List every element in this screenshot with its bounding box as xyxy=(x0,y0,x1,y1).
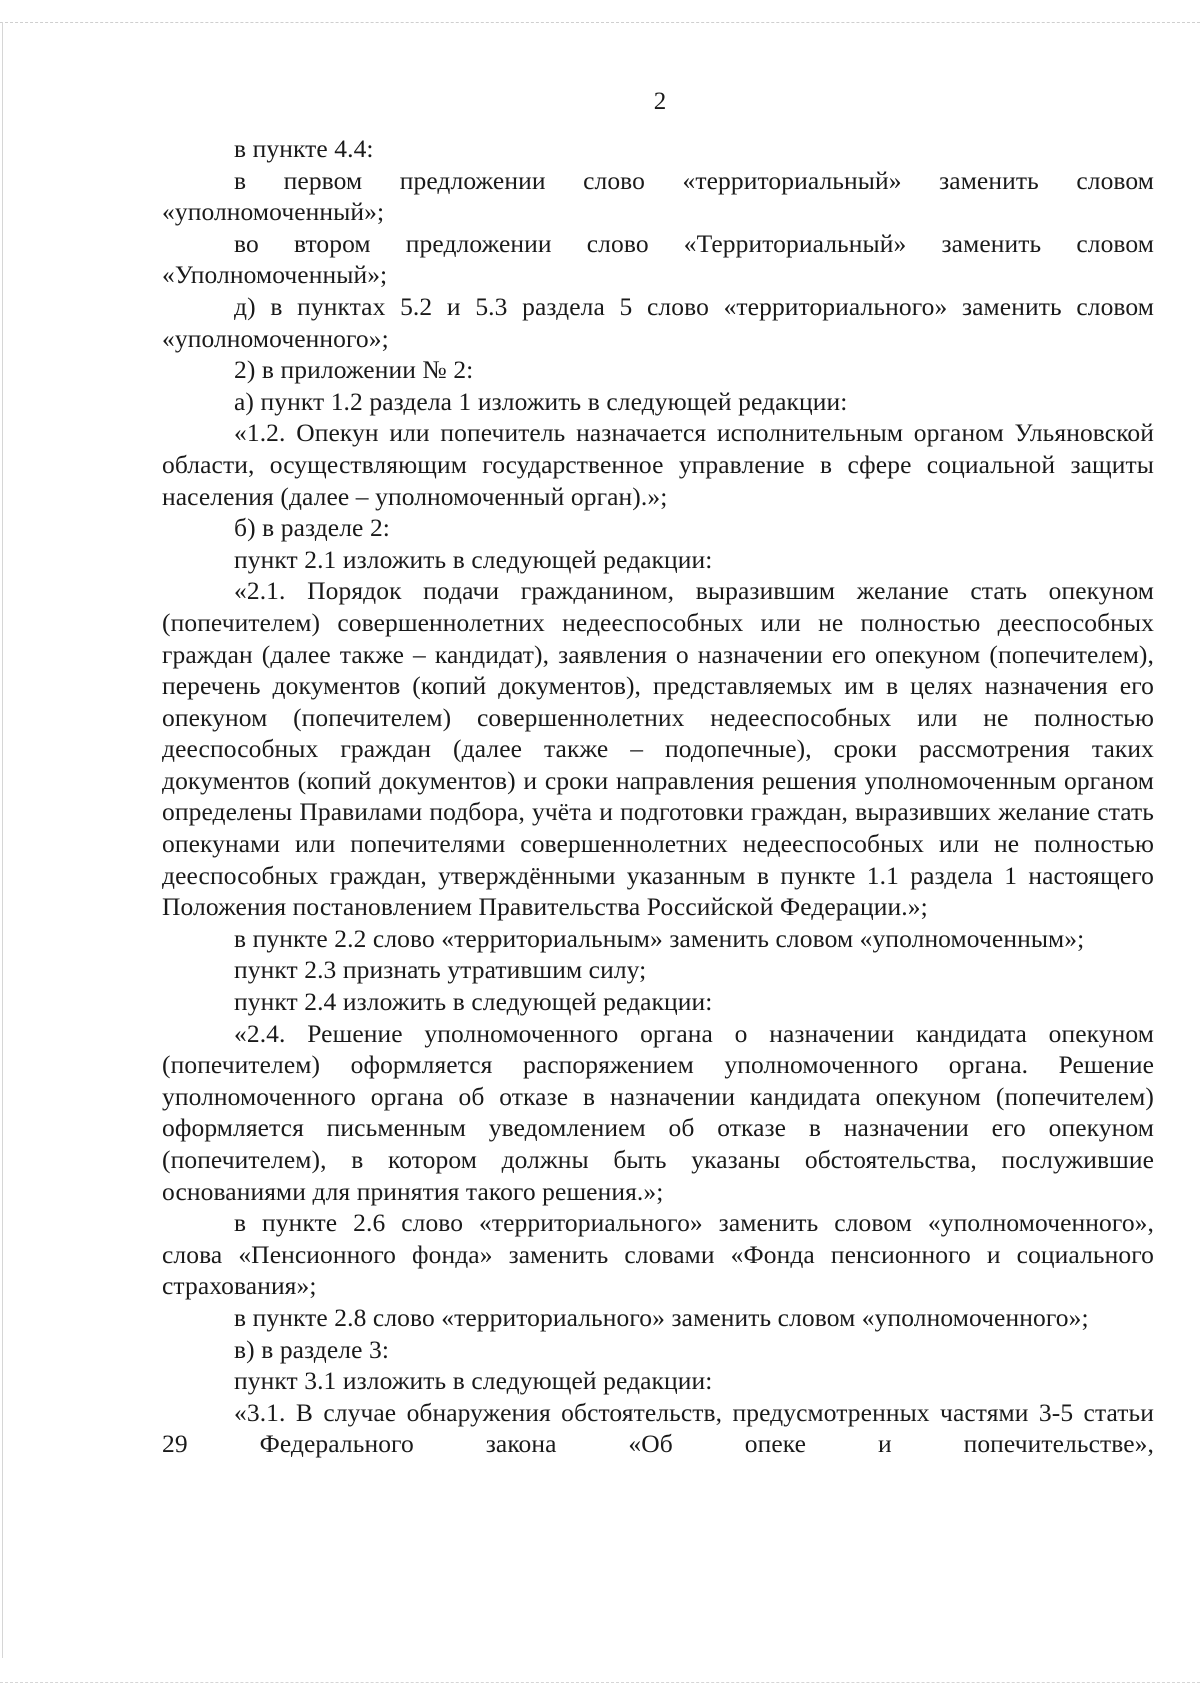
paragraph: «2.4. Решение уполномоченного органа о назначении кандидата опекуном (попечителем) оформляется распоряжением уполномоченного органа. Решение уполномоченного органа об отказе в назначении кандидата опекуном (попечителем) оформляется письменным уведомлением об отказе в назначении его опекуном (попечителем), в котором должны быть указаны обстоятельства, послужившие основаниями для принятия такого решения.»; xyxy=(162,1018,1154,1206)
paragraph: в пункте 4.4: xyxy=(234,134,374,163)
paragraph: «2.1. Порядок подачи гражданином, выразившим желание стать опекуном (попечителем) совершеннолетних недееспособных или не полностью дееспособных граждан (далее также – кандидат), заявления о назначении его опекуном (попечителем), перечень документов (копий документов), представляемых им в целях назначения его опекуном (попечителем) совершеннолетних недееспособных или не полностью дееспособных граждан (далее также – подопечные), сроки рассмотрения таких документов (копий документов) и сроки направления решения уполномоченным органом определены Правилами подбора, учёта и подготовки граждан, выразивших желание стать опекунами или попечителями совершеннолетних недееспособных или не полностью дееспособных граждан, утверждёнными указанным в пункте 1.1 раздела 1 настоящего Положения постановлением Правительства Российской Федерации.»; xyxy=(162,576,1154,922)
paragraph: пункт 2.1 изложить в следующей редакции: xyxy=(234,544,713,574)
paragraph: в пункте 2.2 слово «территориальным» заменить словом «уполномоченным»; xyxy=(234,923,1085,953)
paragraph: 2) в приложении № 2: xyxy=(234,355,474,385)
paragraph: д) в пунктах 5.2 и 5.3 раздела 5 слово «территориального» заменить словом «уполномоченного»; xyxy=(162,291,1154,353)
paragraph: «3.1. В случае обнаружения обстоятельств, предусмотренных частями 3-5 статьи 29 Федерального закона «Об опеке и попечительстве», xyxy=(162,1397,1154,1459)
paragraph: в пункте 2.6 слово «территориального» заменить словом «уполномоченного», слова «Пенсионного фонда» заменить словами «Фонда пенсионного и социального страхования»; xyxy=(162,1208,1154,1301)
paragraph: б) в разделе 2: xyxy=(234,513,390,543)
scan-edge-left xyxy=(0,22,3,1658)
paragraph: пункт 3.1 изложить в следующей редакции: xyxy=(234,1366,713,1396)
page-number: 2 xyxy=(653,88,667,115)
paragraph: а) пункт 1.2 раздела 1 изложить в следующей редакции: xyxy=(234,386,848,416)
paragraph: пункт 2.3 признать утратившим силу; xyxy=(234,955,647,985)
paragraph: в пункте 2.8 слово «территориального» заменить словом «уполномоченного»; xyxy=(234,1302,1089,1332)
scan-edge-top xyxy=(0,0,1200,23)
scan-edge-bottom xyxy=(0,1682,1200,1684)
document-body xyxy=(162,133,1154,1460)
paragraph: в первом предложении слово «территориальный» заменить словом «уполномоченный»; xyxy=(162,165,1154,227)
paragraph: в) в разделе 3: xyxy=(234,1334,390,1364)
paragraph: «1.2. Опекун или попечитель назначается исполнительным органом Ульяновской области, осуществляющим государственное управление в сфере социальной защиты населения (далее – уполномоченный орган).»; xyxy=(162,418,1154,511)
paragraph: во втором предложении слово «Территориальный» заменить словом «Уполномоченный»; xyxy=(162,228,1154,290)
paragraph: пункт 2.4 изложить в следующей редакции: xyxy=(234,987,713,1017)
